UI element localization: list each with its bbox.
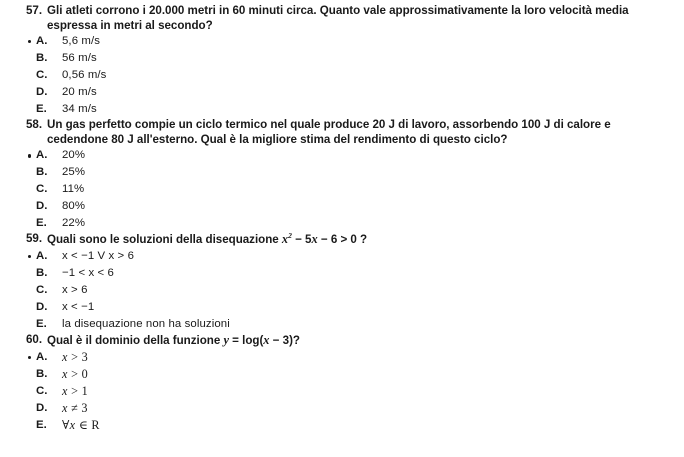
option-text-60-d: [62, 400, 88, 417]
correct-answer-dot-icon: [28, 154, 31, 157]
question-number-59: 59.: [26, 232, 43, 246]
question-text-60-prefix: Qual è il dominio della funzione: [47, 333, 224, 347]
option-text-59-c: x > 6: [62, 283, 88, 296]
option-label-57-a: A.: [36, 35, 48, 48]
option-label-57-c: C.: [36, 69, 48, 82]
option-text-58-d: 80%: [62, 200, 86, 213]
option-60-c-variable: x: [62, 383, 68, 398]
option-label-58-e: E.: [36, 217, 47, 230]
option-label-60-d: D.: [36, 401, 48, 414]
option-text-59-e: la disequazione non ha soluzioni: [62, 317, 230, 330]
correct-answer-dot-icon: [28, 356, 31, 359]
option-row-57-c[interactable]: [0, 67, 684, 84]
option-row-58-c[interactable]: [0, 181, 684, 198]
option-label-57-d: D.: [36, 86, 48, 99]
options-list-57: [0, 33, 684, 118]
option-row-60-b[interactable]: [0, 366, 684, 383]
option-label-60-b: B.: [36, 367, 48, 380]
question-block-60: [0, 333, 684, 434]
option-60-e-rest: ∈ R: [75, 417, 100, 432]
option-row-57-d[interactable]: [0, 84, 684, 101]
option-row-60-a[interactable]: [0, 349, 684, 366]
option-row-60-e[interactable]: [0, 417, 684, 434]
option-60-d-variable: x: [62, 400, 68, 415]
option-text-58-e: 22%: [62, 217, 86, 230]
question-block-58: [0, 118, 684, 232]
option-text-57-c: 0,56 m/s: [62, 69, 107, 82]
option-row-58-d[interactable]: [0, 198, 684, 215]
option-text-57-b: 56 m/s: [62, 52, 97, 65]
option-row-60-d[interactable]: [0, 400, 684, 417]
option-text-60-b: [62, 366, 88, 383]
option-label-59-c: C.: [36, 283, 48, 296]
question-number-60: 60.: [26, 332, 43, 346]
question-stem-57: [0, 4, 684, 33]
question-60-math-variable: y: [223, 332, 229, 347]
correct-answer-dot-icon: [28, 255, 31, 258]
question-text-59-prefix: Quali sono le soluzioni della disequazione: [47, 233, 282, 247]
question-stem-59: [0, 232, 684, 248]
option-row-59-e[interactable]: [0, 316, 684, 333]
option-text-58-c: 11%: [62, 183, 85, 196]
question-stem-58: [0, 118, 684, 147]
option-text-58-b: 25%: [62, 166, 86, 179]
option-text-59-d: x < −1: [62, 300, 95, 313]
option-row-59-d[interactable]: [0, 299, 684, 316]
options-list-58: [0, 147, 684, 232]
options-list-59: [0, 248, 684, 333]
option-row-57-b[interactable]: [0, 50, 684, 67]
option-row-59-a[interactable]: [0, 248, 684, 265]
option-label-58-d: D.: [36, 200, 48, 213]
option-60-e-quantifier: ∀: [62, 417, 70, 432]
option-text-59-a: x < −1 V x > 6: [62, 249, 135, 262]
question-59-math-exponent: 2: [288, 231, 292, 241]
option-label-60-e: E.: [36, 418, 47, 431]
option-label-59-d: D.: [36, 300, 48, 313]
question-block-59: [0, 232, 684, 333]
option-row-58-a[interactable]: [0, 147, 684, 164]
option-label-59-b: B.: [36, 266, 48, 279]
option-text-57-e: 34 m/s: [62, 103, 97, 116]
option-row-59-c[interactable]: [0, 282, 684, 299]
option-label-58-c: C.: [36, 183, 48, 196]
option-label-58-a: A.: [36, 149, 48, 162]
question-text-58-line1: Un gas perfetto compie un ciclo termico nel quale produce 20 J di lavoro, assorbendo 100 J di calore e: [47, 118, 611, 132]
option-row-60-c[interactable]: [0, 383, 684, 400]
option-text-57-d: 20 m/s: [62, 86, 97, 99]
question-59-math-rest-2: − 6 > 0 ?: [317, 233, 368, 247]
question-60-math-rest: = log(: [228, 333, 264, 347]
option-60-e-variable: x: [69, 417, 76, 432]
question-60-math-variable-2: x: [263, 332, 270, 347]
option-label-58-b: B.: [36, 166, 48, 179]
question-text-57-line2: espressa in metri al secondo?: [47, 18, 213, 32]
option-text-60-e: [62, 417, 100, 434]
option-60-d-rest: ≠ 3: [67, 400, 88, 415]
option-label-59-a: A.: [36, 249, 48, 262]
option-text-59-b: −1 < x < 6: [62, 266, 114, 279]
question-59-math-rest: − 5: [291, 233, 312, 247]
question-60-math-rest-2: − 3)?: [269, 333, 300, 347]
option-text-60-c: [62, 383, 88, 400]
question-text-58-line2: cedendone 80 J all'esterno. Qual è la migliore stima del rendimento di questo ciclo?: [47, 132, 508, 146]
option-label-57-e: E.: [36, 103, 47, 116]
option-60-c-rest: > 1: [67, 383, 88, 398]
option-60-b-variable: x: [62, 366, 68, 381]
option-row-58-e[interactable]: [0, 215, 684, 232]
question-59-math-variable: x: [281, 232, 289, 247]
option-text-57-a: 5,6 m/s: [62, 35, 101, 48]
option-row-57-e[interactable]: [0, 101, 684, 118]
question-number-57: 57.: [26, 4, 43, 17]
question-59-math-variable-2: x: [311, 232, 318, 247]
option-label-60-a: A.: [36, 350, 48, 363]
option-row-58-b[interactable]: [0, 164, 684, 181]
option-60-b-rest: > 0: [67, 366, 88, 381]
question-block-57: [0, 4, 684, 118]
option-row-59-b[interactable]: [0, 265, 684, 282]
option-60-a-rest: > 3: [67, 349, 88, 364]
question-number-58: 58.: [26, 118, 43, 132]
option-row-57-a[interactable]: [0, 33, 684, 50]
question-text-57-line1: Gli atleti corrono i 20.000 metri in 60 minuti circa. Quanto vale approssimativamente la loro velocità media: [47, 4, 629, 17]
option-text-58-a: 20%: [62, 149, 86, 162]
option-label-59-e: E.: [36, 317, 47, 330]
option-60-a-variable: x: [62, 349, 68, 364]
correct-answer-dot-icon: [28, 40, 31, 43]
question-stem-60: [0, 333, 684, 349]
option-label-57-b: B.: [36, 52, 48, 65]
option-text-60-a: [62, 349, 88, 366]
options-list-60: [0, 349, 684, 434]
option-label-60-c: C.: [36, 384, 48, 397]
